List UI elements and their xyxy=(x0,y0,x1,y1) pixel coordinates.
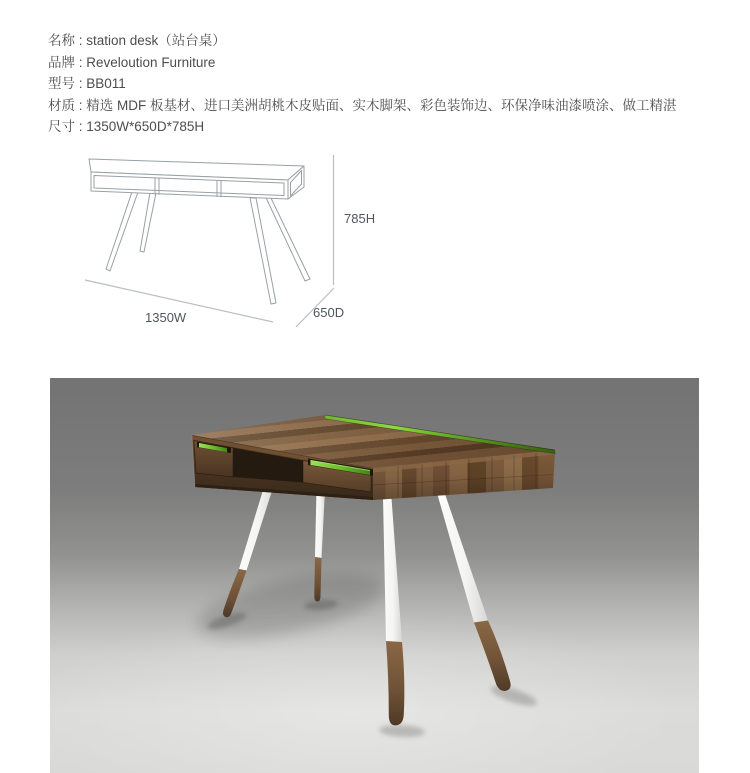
spec-material-value: 精选 MDF 板基材、进口美洲胡桃木皮贴面、实木脚架、彩色装饰边、环保净味油漆喷涂、做工精湛 xyxy=(86,97,677,113)
spec-material xyxy=(48,95,688,117)
sketch-leg-back-left xyxy=(140,193,156,253)
spec-separator: : xyxy=(75,119,87,134)
spec-name xyxy=(48,30,688,52)
spec-separator: : xyxy=(75,33,87,48)
sketch-leg-front-right xyxy=(250,198,276,304)
depth-dimension-label: 650D xyxy=(313,305,345,320)
spec-model-value: BB011 xyxy=(86,76,126,91)
product-render xyxy=(50,378,699,773)
desk-render-svg xyxy=(50,378,699,773)
spec-size-label: 尺寸 xyxy=(48,119,75,134)
spec-brand xyxy=(48,52,688,74)
leg-back-left-wood-tip xyxy=(314,557,321,602)
sketch-leg-front-left xyxy=(106,192,138,271)
spec-name-value: station desk（站台桌） xyxy=(86,33,226,48)
width-dimension-label: 1350W xyxy=(145,310,187,325)
desk-sketch-svg xyxy=(55,145,395,340)
spec-separator: : xyxy=(75,54,87,70)
product-specs xyxy=(48,30,688,138)
spec-name-label: 名称 xyxy=(48,33,75,48)
spec-model-label: 型号 xyxy=(48,76,75,91)
spec-separator: : xyxy=(75,97,87,113)
spec-model xyxy=(48,73,688,95)
spec-size xyxy=(48,116,688,138)
spec-brand-label: 品牌 xyxy=(48,54,75,70)
sketch-leg-back-right xyxy=(265,196,310,282)
spec-material-label: 材质 xyxy=(48,97,75,113)
spec-separator: : xyxy=(75,76,87,91)
spec-size-value: 1350W*650D*785H xyxy=(86,119,205,134)
desk-sketch xyxy=(89,159,310,304)
dimension-diagram xyxy=(55,145,395,340)
height-dimension-label: 785H xyxy=(344,211,376,226)
spec-brand-value: Reveloution Furniture xyxy=(86,54,216,70)
